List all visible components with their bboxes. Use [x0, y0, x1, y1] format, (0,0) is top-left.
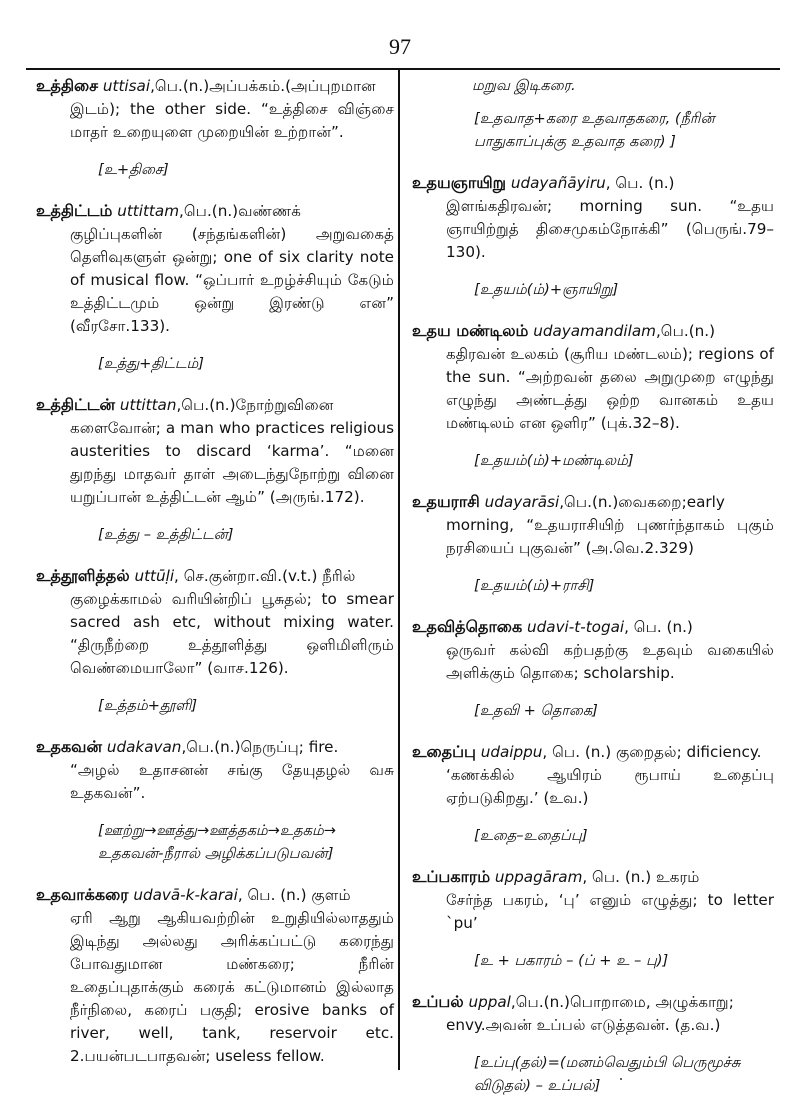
entry-gloss-start: , பெ. (n.) குளம்: [237, 886, 351, 904]
etymology: [உத்து – உத்திட்டன்]: [98, 526, 234, 543]
entry-transliteration: udakavan: [106, 738, 182, 756]
entry-headword: உதகவன்: [36, 737, 102, 756]
entry-headword: உப்பல்: [412, 992, 464, 1011]
entry-transliteration: uppagāram: [494, 868, 583, 886]
entry-transliteration: uttisai: [102, 77, 151, 95]
etymology: [உதை–உதைப்பு]: [474, 827, 588, 844]
entry-transliteration: uttittan: [119, 396, 177, 414]
entry-gloss-start: ,பெ.(n.)நோற்றுவினை: [176, 396, 334, 414]
entry-headword: உத்திசை: [36, 76, 99, 95]
dictionary-entry: [36, 883, 394, 1068]
entry-definition: envy.அவன் உப்பல் எடுத்தவன். (த.வ.): [446, 1016, 721, 1034]
entry-headword: உதய மண்டிலம்: [412, 321, 529, 340]
entry-headword: உதைப்பு: [412, 742, 476, 761]
dictionary-entry: [412, 740, 774, 810]
entry-gloss-start: ,பெ.(n.)வைகறை;early: [559, 493, 725, 511]
dictionary-entry: [412, 171, 774, 264]
etymology: [உ + பகாரம் – (ப் + உ – பு)]: [474, 952, 669, 969]
entry-gloss-start: ,பெ.(n.): [655, 322, 716, 340]
entry-definition: morning, “உதயராசியிற் புணர்ந்தாகம் புகும் நரசியைப் புகுவன்” (அ.வெ.2.329): [446, 516, 774, 557]
etymology: [உதவி + தொகை]: [474, 702, 598, 719]
entry-transliteration: udayarāsi: [484, 493, 560, 511]
dictionary-entry: [36, 199, 394, 338]
entry-headword: உத்திட்டம்: [36, 201, 113, 220]
entry-transliteration: udayañāyiru: [510, 174, 606, 192]
entry-definition: ‘கணக்கில் ஆயிரம் ரூபாய் உதைப்பு ஏற்படுகிறது.’ (உவ.): [446, 766, 774, 807]
entry-definition: கதிரவன் உலகம் (சூரிய மண்டலம்); regions of the sun. “அற்றவன் தலை அறுமுறை எழுந்து எழுந்து அண்டத்து ஒற்ற வானகம் உதய மண்டிலம் என ஒளிர” (புக்.32–8).: [446, 345, 774, 432]
entry-transliteration: udayamandilam: [533, 322, 656, 340]
left-column: [36, 74, 394, 1082]
etymology: [உ+திசை]: [98, 161, 169, 178]
etymology: [உதயம்(ம்)+ஞாயிறு]: [474, 281, 619, 298]
entry-gloss-start: ,பெ.(n.)அப்பக்கம்.(அப்புறமான: [150, 77, 376, 95]
dictionary-entry: [412, 615, 774, 685]
entry-headword: உதவித்தொகை: [412, 617, 523, 636]
entry-definition: ஒருவர் கல்வி கற்பதற்கு உதவும் வகையில் அளிக்கும் தொகை; scholarship.: [446, 641, 774, 682]
entry-definition: இளங்கதிரவன்; morning sun. “உதய ஞாயிற்றுத் திசைமுகம்நோக்கி” (பெருங்.79–130).: [446, 197, 774, 261]
etymology: [உப்பு(தல்)=(மனம்வெதும்பி பெருமூச்சு விடுதல்) – உப்பல்]: [474, 1054, 741, 1094]
entry-transliteration: udaippu: [480, 743, 543, 761]
entry-gloss-start: , செ.குன்றா.வி.(v.t.) நீரில்: [174, 567, 356, 585]
dictionary-entry: [36, 74, 394, 144]
entry-definition: களைவோன்; a man who practices religious austerities to discard ‘karma’. “மனை துறந்து மாதவர் தாள் அடைந்துநோற்று வினை யறுப்பான் உத்திட்டன் ஆம்” (அருங்.172).: [70, 419, 394, 506]
entry-gloss-start: , பெ. (n.) குறைதல்; dificiency.: [542, 743, 762, 761]
dictionary-entry: [36, 735, 394, 805]
entry-headword: உதவாக்கரை: [36, 885, 129, 904]
page-number: 97: [389, 34, 411, 59]
entry-gloss-start: , பெ. (n.): [624, 618, 693, 636]
etymology: [உதவாத+கரை உதவாதகரை, (நீரின் பாதுகாப்புக்கு உதவாத கரை) ]: [474, 110, 715, 150]
entry-gloss-start: ,பெ.(n.)வண்ணக்: [179, 202, 301, 220]
etymology: [உதயம்(ம்)+ராசி]: [474, 577, 595, 594]
entry-gloss-start: ,பெ.(n.)நெருப்பு; fire.: [181, 738, 339, 756]
entry-headword: உதயஞாயிறு: [412, 173, 506, 192]
entry-gloss-start: , பெ. (n.) உகரம்: [582, 868, 700, 886]
dictionary-entry: [36, 393, 394, 509]
dictionary-entry: [412, 319, 774, 435]
synonym-note: மறுவ இடிகரை.: [472, 77, 576, 94]
entry-transliteration: uppal: [468, 993, 511, 1011]
etymology: [உத்து+திட்டம்]: [98, 355, 204, 372]
scan-speck: [620, 1078, 622, 1080]
etymology: [உத்தம்+தூளி]: [98, 697, 198, 714]
dictionary-entry: [412, 990, 774, 1037]
entry-headword: உத்தூளித்தல்: [36, 566, 130, 585]
entry-definition: ஏரி ஆறு ஆகியவற்றின் உறுதியில்லாததும் இடிந்து அல்லது அரிக்கப்பட்டு கரைந்து போவதுமான மண்கரை; நீரின் உதைப்புதாக்கும் கரைக் கட்டுமானம் இல்லாத நீர்நிலை, கரைப் பகுதி; erosive banks of river, well, tank, reservoir etc. 2.பயன்படபாதவன்; useless fellow.: [70, 909, 394, 1065]
entry-definition: இடம்); the other side. “உத்திசை விஞ்சை மாதர் உறையுளை முறையின் உற்றான்”.: [70, 100, 394, 141]
entry-definition: சேர்ந்த பகரம், ‘பு’ எனும் எழுத்து; to letter `pu’: [446, 891, 774, 932]
entry-gloss-start: , பெ. (n.): [605, 174, 675, 192]
column-divider: [398, 70, 400, 1070]
dictionary-entry: [412, 490, 774, 560]
entry-headword: உத்திட்டன்: [36, 395, 116, 414]
etymology: [உதயம்(ம்)+மண்டிலம்]: [474, 452, 634, 469]
entry-headword: உப்பகாரம்: [412, 867, 491, 886]
top-rule: [26, 68, 780, 70]
entry-transliteration: udavi-t-togai: [527, 618, 625, 636]
entry-headword: உதயராசி: [412, 492, 480, 511]
etymology: [ஊற்று→ஊத்து→ஊத்தகம்→உதகம்→ உதகவன்-நீரால் அழிக்கப்படுபவன்]: [98, 822, 336, 862]
entry-definition: குழைக்காமல் வரியின்றிப் பூசுதல்; to smear sacred ash etc, without mixing water. “திருநீற்றை உத்தூளித்து ஒளிமிளிரும் வெண்மையாலோ” (வாச.126).: [70, 590, 394, 677]
entry-gloss-start: ,பெ.(n.)பொறாமை, அழுக்காறு;: [510, 993, 734, 1011]
right-column: [412, 74, 774, 1115]
dictionary-entry: [412, 865, 774, 935]
entry-transliteration: udavā-k-karai: [133, 886, 238, 904]
entry-definition: “அழல் உதாசனன் சங்கு தேயுதழல் வசு உதகவன்”.: [70, 761, 394, 802]
entry-transliteration: uttūḷi: [134, 567, 175, 585]
entry-definition: குழிப்புகளின் (சந்தங்களின்) அறுவகைத் தெளிவுகளுள் ஒன்று; one of six clarity note of musical flow. “ஒப்பார் உறழ்ச்சியும் கேடும் உத்திட்டமும் ஒன்று இரண்டு என” (வீரசோ.133).: [70, 225, 394, 335]
entry-transliteration: uttittam: [117, 202, 179, 220]
dictionary-entry: [36, 564, 394, 680]
